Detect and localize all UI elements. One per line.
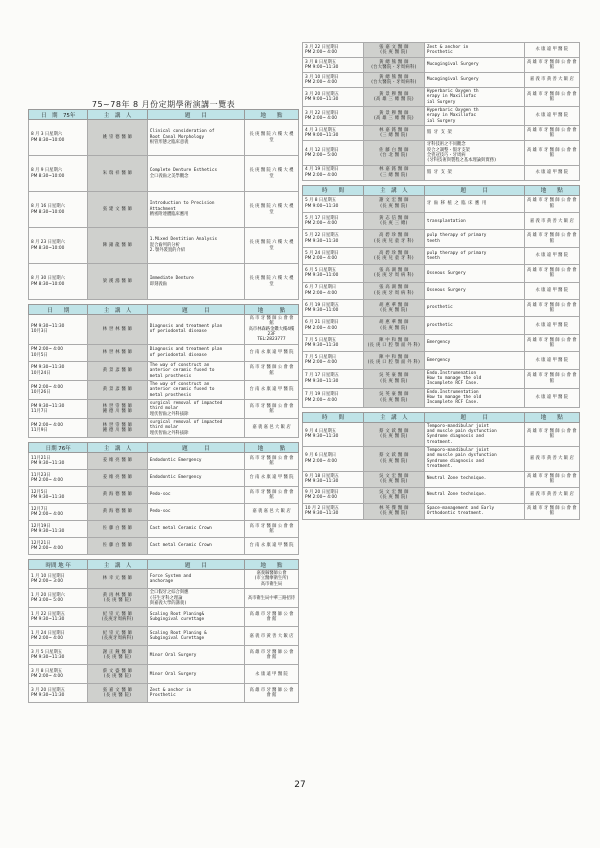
speaker-cell: 吳 文 宏 醫 師 (長 庚 醫 院) <box>363 487 424 503</box>
speaker-cell: 佐 藤 白 醫 師 (台 北 醫 院) <box>363 141 424 165</box>
date-cell: 6 月 19 日星期五 PM 9:30~11:00 <box>303 299 364 316</box>
table-header-row <box>29 110 299 120</box>
place-cell: 台 南 永 康 遠 甲 醫 院 <box>244 344 298 361</box>
table-row <box>303 165 580 180</box>
place-cell: 高 雄 市 牙 醫 師 公 會 會 館 <box>524 265 579 282</box>
date-cell: 3 月 20 日星期五 PM 9:30~11:30 <box>29 684 88 703</box>
date-cell: 8 月 16 日星期六 PM 8:30~10:00 <box>29 192 88 228</box>
speaker-cell: 林 英 傑 醫 師 (長 庚 醫 院) <box>363 503 424 519</box>
speaker-cell: 蔡 文 欽 醫 師 (長 庚 醫 院) <box>363 422 424 446</box>
right-schedule-table <box>302 42 580 181</box>
column-header: 地 點 <box>244 305 298 315</box>
topic-cell: Cast metal Ceramic Crown <box>147 538 244 555</box>
table-header-row <box>303 412 580 422</box>
date-cell: 1 月 22 日星期五 PM 9:30~11:30 <box>29 608 88 627</box>
table-row <box>29 504 299 521</box>
speaker-cell: 紀 崇 元 醫 師 (長庚牙周病科) <box>88 627 147 646</box>
place-cell: 高 雄 市 牙 醫 師 公 會 會 館 <box>524 503 579 519</box>
date-cell: 6 月 21 日星期日 PM 2:00~ 4:00 <box>303 317 364 334</box>
table-row <box>29 419 299 438</box>
place-cell: 高 雄 市 牙 醫 師 公 會 會 館 <box>524 126 579 141</box>
place-cell: 長 庚 醫 院 六 樓 大 禮 堂 <box>244 192 298 228</box>
column-header: 主 講 人 <box>363 185 424 195</box>
topic-cell: Temporo-mandibular joint and muscle pain dysfunction Syndrome diagnosis and treatment. <box>424 447 524 471</box>
table-row <box>303 299 580 316</box>
topic-cell: 1.Mixed Dentition Analysis 混合齒列的分析 2.顎外裝置的介紹 <box>147 228 244 264</box>
topic-cell: Introduction to Precision Attachment 精密附連體臨床應用 <box>147 192 244 228</box>
table-row <box>29 344 299 361</box>
date-cell: PM 2:00~ 4:00 10月26日 <box>29 380 88 399</box>
table-row <box>29 646 299 665</box>
speaker-cell: 張 建 文 醫 師 <box>88 192 147 228</box>
place-cell: 台 南 永 康 遠 甲 醫 院 <box>244 380 298 399</box>
speaker-cell: 林 世 林 醫 師 <box>88 344 147 361</box>
table-row <box>29 589 299 608</box>
date-cell: 3 月 8 日星期五 PM 2:00~ 4:00 <box>29 665 88 684</box>
date-cell: 6 月 7 日星期日 PM 2:00~ 4:00 <box>303 282 364 299</box>
speaker-cell: 姜 維 亮 醫 師 <box>88 470 147 487</box>
table-row <box>29 361 299 380</box>
topic-cell: pulp therapy of primary teeth <box>424 230 524 247</box>
place-cell: 高 雄 市 牙 醫 師 公 會 會 館 <box>244 608 298 627</box>
column-header: 主 講 人 <box>88 560 147 570</box>
column-header: 地 點 <box>244 110 298 120</box>
place-cell: 高 雄 市 牙 醫 師 公 會 會 館 <box>524 195 579 212</box>
left-schedule-table <box>28 304 299 438</box>
date-cell: 3 月 20 日星期五 PM 9:00~11:30 <box>303 88 364 107</box>
table-row <box>29 570 299 589</box>
date-cell: 5 月 17 日星期日 PM 2:00~ 4:00 <box>303 212 364 229</box>
table-row <box>303 422 580 446</box>
speaker-cell: 張 高 湖 醫 師 (長 庚 牙 周 病 科) <box>363 265 424 282</box>
table-row <box>303 107 580 126</box>
speaker-cell: 吳 英 豪 醫 師 (長 庚 醫 院) <box>363 388 424 407</box>
speaker-cell: 佐 藤 白 醫 師 <box>88 521 147 538</box>
place-cell: 高 雄 市 牙 醫 師 公 會 會 館 <box>524 230 579 247</box>
speaker-cell: 林 幸 元 醫 師 <box>88 570 147 589</box>
date-cell: 3 月 22 日星期日 PM 2:00~ 4:00 <box>303 43 364 58</box>
date-cell: 8 月 30 日星期六 PM 8:30~10:00 <box>29 264 88 300</box>
topic-cell: Diagnosis and treatment plan of periodontal disease <box>147 344 244 361</box>
right-column <box>302 42 580 524</box>
table-row <box>303 352 580 369</box>
place-cell: 永 康 遠 甲 醫 院 <box>524 352 579 369</box>
column-header: 題 目 <box>424 412 524 422</box>
place-cell: 高 雄 市 牙 醫 師 公 會 會 館 <box>524 334 579 351</box>
speaker-cell: 蔡 文 欽 醫 師 (長 庚 醫 院) <box>363 447 424 471</box>
table-row <box>303 247 580 264</box>
date-cell: 7 月 17 日星期五 PM 9:30~11:30 <box>303 369 364 388</box>
speaker-cell: 謝 文 宏 醫 師 (長 庚 醫 院) <box>363 195 424 212</box>
place-cell: 高 雄 市 牙 醫 師 公 會 會 館 <box>244 646 298 665</box>
speaker-cell: 陳 中 和 醫 師 (長 庚 口 腔 顎 面 外 科) <box>363 334 424 351</box>
date-cell: 12月5日 PM 9:30~11:30 <box>29 487 88 504</box>
speaker-cell: 佐 藤 白 醫 師 <box>88 538 147 555</box>
date-cell: 9 月 6 日星期日 PM 2:00~ 4:00 <box>303 447 364 471</box>
column-header: 題 目 <box>147 110 244 120</box>
topic-cell: Clinical consideration of Root Canal Morphology 根管形態之臨床意義 <box>147 120 244 156</box>
place-cell: 嘉 義 市 黃 善 大 飯 店 <box>524 487 579 503</box>
table-row <box>29 470 299 487</box>
table-row <box>29 192 299 228</box>
table-row <box>303 126 580 141</box>
topic-cell: Emergency <box>424 352 524 369</box>
date-cell: PM 2:00~ 4:00 10月5日 <box>29 344 88 361</box>
place-cell: 高 雄 市 牙 醫 師 公 會 會 館 <box>524 141 579 165</box>
topic-cell: 全口假牙之綜合與應 (芬生牙科之理論 與嘉義大學的講義) <box>147 589 244 608</box>
place-cell: 高 市 牙 醫 師 公 會 會 館 <box>244 399 298 418</box>
topic-cell: surgical removal of impacted third molar 埋伏智齒之外科拔除 <box>147 419 244 438</box>
date-cell: 8 月 3 日星期六 PM 8:30~10:00 <box>29 120 88 156</box>
speaker-cell: 林 世 林 醫 師 <box>88 315 147 345</box>
topic-cell: Scaling Root Planing & Subgingival Curettage <box>147 627 244 646</box>
speaker-cell: 蔡 文 盛 醫 師 (長 庚 醫 院) <box>88 665 147 684</box>
right-schedule-table <box>302 185 580 408</box>
place-cell: 高 雄 市 牙 醫 師 公 會 會 館 <box>524 369 579 388</box>
speaker-cell: 吳 英 豪 醫 師 (長 庚 醫 院) <box>363 369 424 388</box>
table-row <box>29 315 299 345</box>
table-header-row <box>29 560 299 570</box>
date-cell: 8 月 9 日星期六 PM 8:30~10:00 <box>29 156 88 192</box>
date-cell: 4 月 19 日星期日 PM 2:00~ 4:00 <box>303 165 364 180</box>
date-cell: 8 月 23 日星期六 PM 8:30~10:00 <box>29 228 88 264</box>
right-schedule-table <box>302 412 580 520</box>
date-cell: 3 月 10 日星期日 PM 2:00~ 4:00 <box>303 73 364 88</box>
speaker-cell: 高 碧 珍 醫 師 (長 庚 兒 童 牙 科) <box>363 247 424 264</box>
table-row <box>303 388 580 407</box>
date-cell: 3 月 22 日星期日 PM 2:00~ 4:00 <box>303 107 364 126</box>
topic-cell: The way of construct an anterior ceramic fused to metal prosthesis <box>147 361 244 380</box>
topic-cell: Endodontic Emergency <box>147 453 244 470</box>
date-cell: 12月7日 PM 2:00~ 4:00 <box>29 504 88 521</box>
place-cell: 永 康 遠 甲 醫 院 <box>524 247 579 264</box>
column-header: 地 點 <box>244 443 298 453</box>
topic-cell: Scaling Root Planing& Subgingival curettage <box>147 608 244 627</box>
place-cell: 長 庚 醫 院 六 樓 大 禮 堂 <box>244 156 298 192</box>
place-cell: 台 南 永 康 遠 甲 醫 院 <box>244 538 298 555</box>
table-header-row <box>303 185 580 195</box>
speaker-cell: 胡 惠 華 醫 師 (長 庚 醫 院) <box>363 299 424 316</box>
speaker-cell: 胡 惠 華 醫 師 (長 庚 醫 院) <box>363 317 424 334</box>
date-cell: 9 月 20 日星期日 PM 2:00~ 4:00 <box>303 487 364 503</box>
topic-cell: Minor Oral Surgery <box>147 665 244 684</box>
topic-cell: Endo.Instrumenation How to manage the old Incomplete RCF Case. <box>424 369 524 388</box>
table-row <box>29 627 299 646</box>
topic-cell: Endo.Instrumentation How to manage the old Incomplete RCF Case. <box>424 388 524 407</box>
date-cell: 12月21日 PM 2:00~ 4:00 <box>29 538 88 555</box>
table-row <box>29 538 299 555</box>
topic-cell: surgical removal of impacted third molar 埋伏智齒之外科拔除 <box>147 399 244 418</box>
topic-cell: Pedo-soc <box>147 487 244 504</box>
date-cell: 12月19日 PM 9:30~11:30 <box>29 521 88 538</box>
speaker-cell: 高 碧 珍 醫 師 (長 庚 兒 童 牙 科) <box>363 230 424 247</box>
date-cell: PM 9:30~11:30 10月3日 <box>29 315 88 345</box>
table-row <box>303 503 580 519</box>
topic-cell: Complete Denture Esthetics 全口義齒之美學觀念 <box>147 156 244 192</box>
table-row <box>303 195 580 212</box>
place-cell: 高 市 牙 醫 師 公 會 會 館 <box>244 487 298 504</box>
topic-cell: The way of construct an anterior ceramic fused to metal prosthesis <box>147 380 244 399</box>
topic-cell: Neutral Zone technique. <box>424 487 524 503</box>
date-cell: PM 9:30~11:30 11月7日 <box>29 399 88 418</box>
speaker-cell: 黃 總 熊 醫 師 (台大醫院・牙周病科) <box>363 73 424 88</box>
place-cell: 永 康 遠 甲 醫 院 <box>524 107 579 126</box>
left-schedule-table <box>28 559 299 703</box>
topic-cell: Pedo-soc <box>147 504 244 521</box>
speaker-cell: 吳 文 宏 醫 師 (長 庚 醫 院) <box>363 471 424 487</box>
place-cell: 嘉 義 嘉 邑 大 飯 店 <box>244 504 298 521</box>
place-cell: 嘉 義 市 黃 善 大 飯 店 <box>524 447 579 471</box>
column-header: 地 點 <box>244 560 298 570</box>
topic-cell: Force System and anchorage <box>147 570 244 589</box>
speaker-cell: 林 世 崇 醫 師 鍾 德 川 醫 師 <box>88 419 147 438</box>
speaker-cell: 黃 再 林 醫 師 (長 庚 醫 院) <box>88 589 147 608</box>
table-row <box>303 58 580 73</box>
speaker-cell: 姚 崇 德 醫 師 <box>88 120 147 156</box>
speaker-cell: 張 嘉 文 醫 師 (長 庚 醫 院) <box>363 43 424 58</box>
date-cell: 5 月 24 日星期日 PM 2:00~ 4:00 <box>303 247 364 264</box>
place-cell: 永 康 遠 甲 醫 院 <box>524 388 579 407</box>
place-cell: 高市衛生局中華三路招待 <box>244 589 298 608</box>
speaker-cell: 黃 海 德 醫 師 <box>88 487 147 504</box>
date-cell: PM 2:00~ 4:00 11月9日 <box>29 419 88 438</box>
page-title: 75~78年 8 月份定期學術演講一覽表 <box>91 100 236 109</box>
topic-cell: Cast metal Ceramic Crown <box>147 521 244 538</box>
column-header: 題 目 <box>147 443 244 453</box>
topic-cell: 假 牙 支 架 <box>424 126 524 141</box>
date-cell: 3 月 8 日星期五 PM 9:00~11:30 <box>303 58 364 73</box>
table-row <box>29 487 299 504</box>
table-row <box>29 264 299 300</box>
place-cell: 高 雄 市 牙 醫 師 公 會 會 館 <box>524 58 579 73</box>
date-cell: 4 月 12 日星期日 PM 2:00~ 5:00 <box>303 141 364 165</box>
date-cell: 7 月 5 日星期五 PM 9:30~11:30 <box>303 334 364 351</box>
column-header: 主 講 人 <box>363 412 424 422</box>
table-row <box>29 665 299 684</box>
table-header-row <box>29 443 299 453</box>
column-header: 主 講 人 <box>88 443 147 453</box>
topic-cell: Diagnosis and treatment plan of periodontal disease <box>147 315 244 345</box>
left-tables <box>28 109 299 703</box>
place-cell: 高 市 牙 醫 師 公 會 會 館 <box>244 361 298 380</box>
table-row <box>303 447 580 471</box>
column-header: 時 間 <box>303 185 364 195</box>
left-schedule-table <box>28 442 299 555</box>
topic-cell: Osseous Surgery <box>424 282 524 299</box>
date-cell: 7 月 19 日星期日 PM 2:00~ 4:00 <box>303 388 364 407</box>
table-row <box>29 156 299 192</box>
table-row <box>29 380 299 399</box>
table-row <box>303 334 580 351</box>
table-row <box>303 471 580 487</box>
table-row <box>303 141 580 165</box>
speaker-cell: 黃 景 穆 醫 師 (高 雄 三 總 醫 院) <box>363 107 424 126</box>
date-cell: 1 月 10 日星期日 PM 2:00~ 3:00 <box>29 570 88 589</box>
topic-cell: Hyperbaric Oxygen th erapy in Maxillofac ial Surgery <box>424 88 524 107</box>
place-cell: 高 市 牙 醫 師 公 會 會 館 高市林森路金鑽大樓4樓23F TEL:2823777 <box>244 315 298 345</box>
column-header: 時 間 <box>303 412 364 422</box>
topic-cell: 牙科技術之不同觀念 咬合之調整・假牙支架 全瓷冠技巧・牙周病 (牙科技術與製程之基本理論與實務) <box>424 141 524 165</box>
place-cell: 長 庚 醫 院 六 樓 大 禮 堂 <box>244 264 298 300</box>
place-cell: 高 雄 市 牙 醫 師 公 會 會 館 <box>524 471 579 487</box>
speaker-cell: 黃 景 彥 醫 師 <box>88 380 147 399</box>
speaker-cell: 黃 景 穆 醫 師 (高 雄 三 總 醫 院) <box>363 88 424 107</box>
speaker-cell: 張 高 湖 醫 師 (長 庚 牙 周 病 科) <box>363 282 424 299</box>
date-cell: 6 月 5 日星期五 PM 9:30~11:00 <box>303 265 364 282</box>
date-cell: 4 月 3 日星期五 PM 9:00~11:30 <box>303 126 364 141</box>
date-cell: 3 月 5 日星期五 PM 9:30~11:30 <box>29 646 88 665</box>
place-cell: 永 康 遠 甲 醫 院 <box>524 317 579 334</box>
table-row <box>303 265 580 282</box>
speaker-cell: 黃 海 德 醫 師 <box>88 504 147 521</box>
speaker-cell: 黃 志 信 醫 師 (長 庚 三 總) <box>363 212 424 229</box>
topic-cell: 假 牙 支 架 <box>424 165 524 180</box>
table-row <box>303 282 580 299</box>
speaker-cell: 林 世 崇 醫 師 鍾 德 川 醫 師 <box>88 399 147 418</box>
table-row <box>29 399 299 418</box>
table-row <box>303 317 580 334</box>
topic-cell: Mucogingival Surgery <box>424 73 524 88</box>
place-cell: 嘉 義 嘉 邑 大 飯 店 <box>244 419 298 438</box>
column-header: 主 講 人 <box>88 110 147 120</box>
date-cell: 9 月 18 日星期五 PM 9:30~11:30 <box>303 471 364 487</box>
place-cell: 高 雄 市 牙 醫 師 公 會 會 館 <box>524 299 579 316</box>
date-cell: 7 月 5 日星期日 PM 2:00~ 4:00 <box>303 352 364 369</box>
speaker-cell: 林 嘉 銘 醫 師 (三 總 醫 院) <box>363 126 424 141</box>
topic-cell: Hyperbaric Oxygen th erapy in Maxillofac ial Surgery <box>424 107 524 126</box>
column-header: 題 目 <box>147 560 244 570</box>
place-cell: 嘉 義 市 黃 善 大 飯 店 <box>524 212 579 229</box>
place-cell: 高 雄 市 牙 醫 師 公 會 會 館 <box>524 422 579 446</box>
table-row <box>303 369 580 388</box>
place-cell: 台 南 永 康 遠 甲 醫 院 <box>244 470 298 487</box>
right-tables <box>302 42 580 520</box>
speaker-cell: 林 嘉 銘 醫 師 (三 總 醫 院) <box>363 165 424 180</box>
table-row <box>29 228 299 264</box>
topic-cell: Emergency <box>424 334 524 351</box>
topic-cell: Minor Oral Surgery <box>147 646 244 665</box>
speaker-cell: 紀 崇 元 醫 師 (長庚牙周病科) <box>88 608 147 627</box>
page-number: 27 <box>294 780 306 790</box>
place-cell: 永 康 遠 甲 醫 院 <box>244 665 298 684</box>
topic-cell: prosthetic <box>424 299 524 316</box>
table-row <box>303 73 580 88</box>
date-cell: 5 月 8 日星期五 PM 9:00~11:30 <box>303 195 364 212</box>
place-cell: 高 雄 市 牙 醫 師 公 會 會 館 <box>524 88 579 107</box>
table-row <box>303 88 580 107</box>
table-row <box>29 453 299 470</box>
column-header: 題 目 <box>147 305 244 315</box>
place-cell: 永 康 遠 甲 醫 院 <box>524 43 579 58</box>
table-row <box>303 230 580 247</box>
column-header: 日 期 75年 <box>29 110 88 120</box>
topic-cell: Temporo-mandibular joint and muscle pain dysfunction Syndrome diagnosis and treatment. <box>424 422 524 446</box>
place-cell: 長 庚 醫 院 六 樓 大 禮 堂 <box>244 120 298 156</box>
speaker-cell: 朱 瑞 祥 醫 師 <box>88 156 147 192</box>
table-row <box>29 120 299 156</box>
place-cell: 高 雄 市 牙 醫 師 公 會 會 館 <box>244 684 298 703</box>
topic-cell: Immediate Denture 即刻義齒 <box>147 264 244 300</box>
place-cell: 永 康 遠 甲 醫 院 <box>524 282 579 299</box>
speaker-cell: 梁 漢 鴻 醫 師 <box>88 264 147 300</box>
topic-cell: 牙 齒 移 植 之 臨 床 應 用 <box>424 195 524 212</box>
topic-cell: Osseous Surgery <box>424 265 524 282</box>
table-row <box>303 487 580 503</box>
table-row <box>29 608 299 627</box>
column-header: 日期 76年 <box>29 443 88 453</box>
topic-cell: pulp therapy of primary teeth <box>424 247 524 264</box>
topic-cell: Space-management and Early Orthodontic treatment. <box>424 503 524 519</box>
speaker-cell: 陳 錦 龍 醫 師 <box>88 228 147 264</box>
place-cell: 高 市 牙 醫 師 公 會 會 館 <box>244 521 298 538</box>
topic-cell: transplantation <box>424 212 524 229</box>
column-header: 主 講 人 <box>88 305 147 315</box>
date-cell: 11月21日 PM 9:30~11:30 <box>29 453 88 470</box>
topic-cell: Zest & anchor in Prosthetic <box>147 684 244 703</box>
topic-cell: Mucogingival Surgery <box>424 58 524 73</box>
date-cell: 9 月 4 日星期五 PM 9:30~11:30 <box>303 422 364 446</box>
topic-cell: Endodontic Emergency <box>147 470 244 487</box>
table-row <box>303 212 580 229</box>
speaker-cell: 黃 景 彥 醫 師 <box>88 361 147 380</box>
speaker-cell: 陳 中 和 醫 師 (長 庚 口 腔 顎 面 外 科) <box>363 352 424 369</box>
column-header: 地 點 <box>524 185 579 195</box>
place-cell: 嘉義縣醫師公會 (市立醫療衛生所) 高市衛生局 <box>244 570 298 589</box>
left-column <box>28 0 299 707</box>
date-cell: 1 月 24 日星期日 PM 2:00~ 4:00 <box>29 627 88 646</box>
column-header: 時間 地 年 <box>29 560 88 570</box>
place-cell: 長 庚 醫 院 六 樓 大 禮 堂 <box>244 228 298 264</box>
table-header-row <box>29 305 299 315</box>
column-header: 題 目 <box>424 185 524 195</box>
date-cell: 11月23日 PM 2:00~ 4:00 <box>29 470 88 487</box>
topic-cell: prosthetic <box>424 317 524 334</box>
table-row <box>29 521 299 538</box>
date-cell: 1 月 20 日星期六 PM 3:00~ 5:00 <box>29 589 88 608</box>
speaker-cell: 張 嘉 文 醫 師 (長 庚 醫 院) <box>88 684 147 703</box>
place-cell: 高 市 牙 醫 師 公 會 會 館 <box>244 453 298 470</box>
date-cell: PM 9:30~11:30 10月24日 <box>29 361 88 380</box>
column-header: 地 點 <box>524 412 579 422</box>
date-cell: 10 月 2 日星期五 PM 9:30~11:30 <box>303 503 364 519</box>
topic-cell: Zest & anchor in Prosthetic <box>424 43 524 58</box>
place-cell: 永 康 遠 甲 醫 院 <box>524 165 579 180</box>
table-row <box>29 684 299 703</box>
date-cell: 5 月 22 日星期五 PM 9:30~11:30 <box>303 230 364 247</box>
table-row <box>303 43 580 58</box>
speaker-cell: 謝 正 鐘 醫 師 (長 庚 醫 院) <box>88 646 147 665</box>
topic-cell: Neutral Zone technique. <box>424 471 524 487</box>
speaker-cell: 姜 維 亮 醫 師 <box>88 453 147 470</box>
column-header: 日 期 <box>29 305 88 315</box>
speaker-cell: 黃 總 熊 醫 師 (台大醫院・牙周病科) <box>363 58 424 73</box>
left-schedule-table <box>28 109 299 300</box>
place-cell: 嘉 義 市 黃 善 大 飯 店 <box>244 627 298 646</box>
place-cell: 嘉 義 市 黃 善 大 飯 店 <box>524 73 579 88</box>
